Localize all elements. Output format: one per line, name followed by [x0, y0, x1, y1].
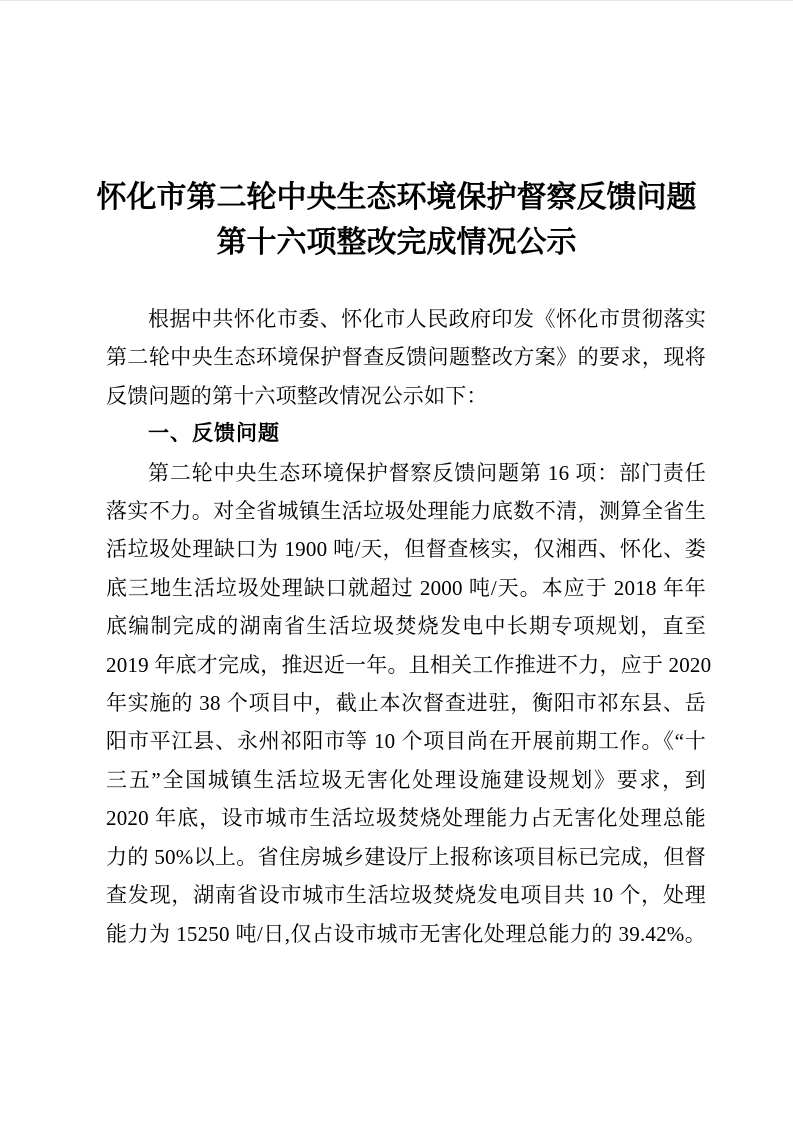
section1-paragraph-line: 底编制完成的湖南省生活垃圾焚烧发电中长期专项规划，直至	[106, 614, 706, 639]
section1-paragraph-line: 三五”全国城镇生活垃圾无害化处理设施建设规划》要求，到	[106, 767, 706, 792]
section1-paragraph-line: 底三地生活垃圾处理缺口就超过 2000 吨/天。本应于 2018 年年	[106, 575, 706, 600]
section1-paragraph-line: 落实不力。对全省城镇生活垃圾处理能力底数不清，测算全省生	[106, 499, 706, 524]
section1-paragraph-line: 力的 50%以上。省住房城乡建设厅上报称该项目标已完成，但督	[106, 844, 706, 869]
section1-paragraph-line: 能力为 15250 吨/日,仅占设市城市无害化处理总能力的 39.42%。	[106, 921, 706, 946]
section-heading-feedback-problem: 一、反馈问题	[148, 422, 280, 446]
document-body	[106, 300, 712, 953]
intro-paragraph-line: 反馈问题的第十六项整改情况公示如下：	[106, 383, 488, 408]
section1-paragraph-line: 2019 年底才完成，推迟近一年。且相关工作推进不力，应于 2020	[106, 652, 712, 677]
document-title-line-2: 第十六项整改完成情况公示	[216, 226, 577, 259]
section1-paragraph-line: 2020 年底，设市城市生活垃圾焚烧处理能力占无害化处理总能	[106, 806, 706, 831]
intro-paragraph-line: 第二轮中央生态环境保护督查反馈问题整改方案》的要求，现将	[106, 345, 706, 370]
section1-paragraph-line: 阳市平江县、永州祁阳市等 10 个项目尚在开展前期工作。《“十	[106, 729, 706, 754]
section1-paragraph-line: 查发现，湖南省设市城市生活垃圾焚烧发电项目共 10 个，处理	[106, 883, 706, 908]
document-title-line-1: 怀化市第二轮中央生态环境保护督察反馈问题	[96, 181, 697, 214]
intro-paragraph-line: 根据中共怀化市委、怀化市人民政府印发《怀化市贯彻落实	[148, 307, 706, 331]
section1-paragraph-line: 第二轮中央生态环境保护督察反馈问题第 16 项：部门责任	[148, 460, 706, 485]
section1-paragraph-line: 年实施的 38 个项目中，截止本次督查进驻，衡阳市祁东县、岳	[106, 691, 706, 716]
document-title	[0, 175, 793, 265]
section1-paragraph-line: 活垃圾处理缺口为 1900 吨/天，但督查核实，仅湘西、怀化、娄	[106, 537, 706, 562]
